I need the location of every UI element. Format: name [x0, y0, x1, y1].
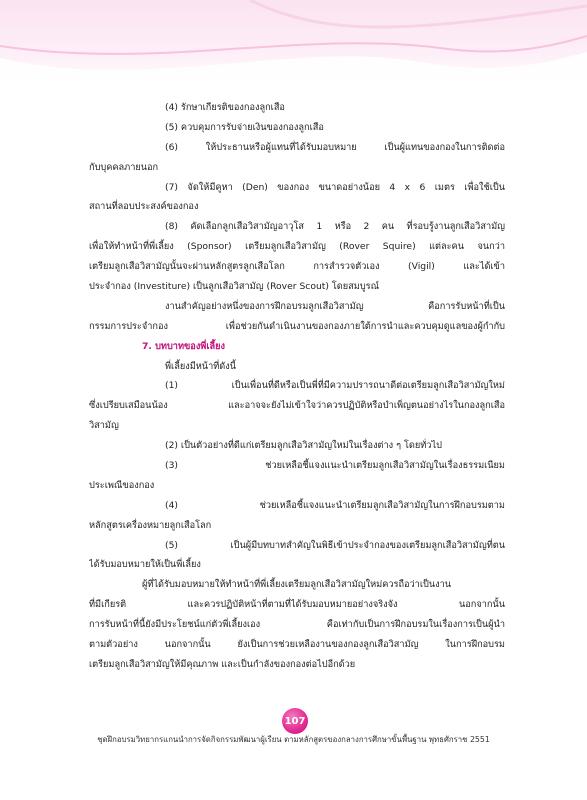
list-item-continuation: ประจำกอง (Investiture) เป็นลูกเสือวิสามัญ (Rover Scout) โดยสมบูรณ์ — [89, 281, 380, 293]
list-item: (5) เป็นผู้มีบทบาทสำคัญในพิธีเข้าประจำกองของเตรียมลูกเสือวิสามัญที่ตน — [165, 539, 505, 551]
decorative-header-band — [0, 0, 587, 92]
paragraph-line: ผู้ที่ได้รับมอบหมายให้ทำหน้าที่พี่เลี้ยงเตรียมลูกเสือวิสามัญใหม่ควรถือว่าเป็นงาน — [142, 579, 452, 591]
list-item: (3) ช่วยเหลือชี้แจงแนะนำเตรียมลูกเสือวิสามัญในเรื่องธรรมเนียม — [165, 460, 505, 472]
list-item-continuation: ประเพณีของกอง — [89, 479, 155, 491]
wave-decoration — [0, 0, 587, 92]
list-item: (2) เป็นตัวอย่างที่ดีแก่เตรียมลูกเสือวิสามัญใหม่ในเรื่องต่าง ๆ โดยทั่วไป — [165, 440, 442, 452]
list-item: (8) คัดเลือกลูกเสือวิสามัญอาวุโส 1 หรือ 2 คน ที่รอบรู้งานลูกเสือวิสามัญ — [165, 221, 505, 233]
list-item-continuation: วิสามัญ — [89, 420, 119, 432]
section-intro: พี่เลี้ยงมีหน้าที่ดังนี้ — [165, 360, 237, 372]
list-item: (5) ควบคุมการรับจ่ายเงินของกองลูกเสือ — [165, 121, 324, 133]
paragraph-line: การรับหน้าที่นี้ยังมีประโยชน์แก่ตัวพี่เลี้ยงเอง คือเท่ากับเป็นการฝึกอบรมในเรื่องการเป็นผู้นำ — [89, 619, 505, 631]
paragraph-line: งานสำคัญอย่างหนึ่งของการฝึกอบรมลูกเสือวิสามัญ คือการรับหน้าที่เป็น — [165, 300, 505, 312]
list-item-continuation: ซึ่งเปรียบเสมือนน้อง และอาจจะยังไม่เข้าใจว่าควรปฏิบัติหรือบำเพ็ญตนอย่างไรในกองลูกเสือ — [89, 400, 505, 412]
list-item: (4) รักษาเกียรติของกองลูกเสือ — [165, 102, 285, 113]
footer-caption: ชุดฝึกอบรมวิทยากรแกนนำการจัดกิจกรรมพัฒนาผู้เรียน ตามหลักสูตรของกลางการศึกษาขั้นพื้นฐาน พุทธศักราช 2551 — [97, 735, 490, 744]
list-item-continuation: ได้รับมอบหมายให้เป็นพี่เลี้ยง — [89, 559, 201, 571]
page-body — [89, 98, 505, 675]
list-item: (1) เป็นเพื่อนที่ดีหรือเป็นพี่ที่มีความปรารถนาดีต่อเตรียมลูกเสือวิสามัญใหม่ — [165, 380, 505, 392]
list-item: (6) ให้ประธานหรือผู้แทนที่ได้รับมอบหมาย เป็นผู้แทนของกองในการติดต่อ — [165, 141, 505, 153]
list-item: (4) ช่วยเหลือชี้แจงแนะนำเตรียมลูกเสือวิสามัญในการฝึกอบรมตาม — [165, 499, 505, 511]
page-number-badge: 107 — [282, 708, 308, 734]
paragraph-line: ที่มีเกียรติ และควรปฏิบัติหน้าที่ตามที่ได้รับมอบหมายอย่างจริงจัง นอกจากนั้น — [89, 599, 505, 611]
list-item-continuation: กับบุคคลภายนอก — [89, 161, 159, 173]
list-item-continuation: สถานที่ลอบประสงค์ของกอง — [89, 201, 199, 213]
paragraph-line: ตามตัวอย่าง นอกจากนั้น ยังเป็นการช่วยเหลืองานของกองลูกเสือวิสามัญ ในการฝึกอบรม — [89, 639, 505, 651]
paragraph-line: กรรมการประจำกอง เพื่อช่วยกันดำเนินงานของกองภายใต้การนำและควบคุมดูแลของผู้กำกับ — [89, 320, 505, 332]
list-item: (7) จัดให้มีคูหา (Den) ของกอง ขนาดอย่างน้อย 4 x 6 เมตร เพื่อใช้เป็น — [165, 181, 505, 193]
paragraph-line: เตรียมลูกเสือวิสามัญให้มีคุณภาพ และเป็นกำลังของกองต่อไปอีกด้วย — [89, 658, 356, 670]
section-heading: 7. บทบาทของพี่เลี้ยง — [142, 340, 225, 352]
list-item-continuation: หลักสูตรเครื่องหมายลูกเสือโลก — [89, 519, 212, 531]
list-item-continuation: เพื่อให้ทำหน้าที่พี่เลี้ยง (Sponsor) เตรียมลูกเสือวิสามัญ (Rover Squire) แต่ละคน จนกว่า — [89, 241, 505, 253]
list-item-continuation: เตรียมลูกเสือวิสามัญนั้นจะผ่านหลักสูตรลูกเสือโลก การสำรวจตัวเอง (Vigil) และได้เข้า — [89, 261, 505, 273]
